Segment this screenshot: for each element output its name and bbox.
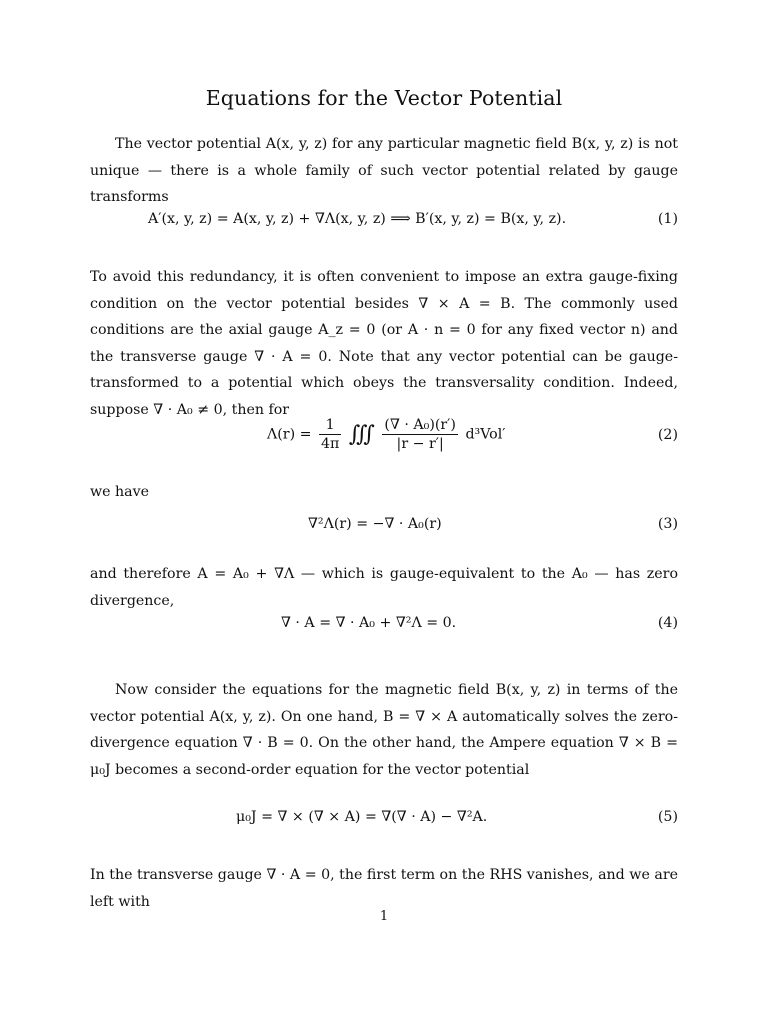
equation-2-number: (2) (657, 427, 678, 443)
equation-2-lhs: Λ(r) = (267, 426, 312, 443)
paragraph-gauge-fixing: To avoid this redundancy, it is often convenient to impose an extra gauge-fixing condition on the vector potential besides ∇ × A = B. The commonly used conditions are the axial gauge A_z = 0 (or A · n = 0 for any fixed vector n) and the transverse gauge ∇ · A = 0. Note that any vector potential can be gauge-transformed to a potential which obeys the transversality condition. Indeed, suppose ∇ · A₀ ≠ 0, then for (90, 269, 678, 418)
equation-5 (90, 809, 678, 839)
paragraph-therefore: and therefore A = A₀ + ∇Λ — which is gauge-equivalent to the A₀ — has zero divergence, (90, 566, 678, 609)
equation-1-number: (1) (657, 211, 678, 227)
paragraph-transverse-gauge: In the transverse gauge ∇ · A = 0, the first term on the RHS vanishes, and we are left with (90, 867, 678, 910)
fraction-1-denominator: 4π (321, 436, 340, 452)
paragraph-magnetic-field: Now consider the equations for the magnetic field B(x, y, z) in terms of the vector potential A(x, y, z). On one hand, B = ∇ × A automatically solves the zero-divergence equation ∇ · B = 0. On the other hand, the Ampere equation ∇ × B = μ₀J becomes a second-order equation for the vector potential (90, 682, 678, 778)
paragraph-intro: The vector potential A(x, y, z) for any particular magnetic field B(x, y, z) is not unique — there is a whole family of such vector potential related by gauge transforms (90, 136, 678, 205)
equation-4-number: (4) (657, 615, 678, 631)
equation-2-fraction-2 (382, 416, 458, 453)
fraction-1-numerator: 1 (325, 417, 335, 433)
equation-3 (90, 516, 678, 546)
page-number: 1 (379, 909, 389, 924)
triple-integral-symbol: ∭ (348, 422, 375, 447)
document-title: Equations for the Vector Potential (205, 86, 563, 110)
equation-4-body: ∇ · A = ∇ · A₀ + ∇²Λ = 0. (281, 615, 457, 631)
equation-2 (90, 413, 678, 465)
equation-1 (90, 211, 678, 241)
equation-2-body (267, 416, 505, 453)
equation-3-number: (3) (657, 516, 678, 532)
equation-4 (90, 615, 678, 645)
equation-2-volume-element: d³Vol′ (465, 426, 506, 443)
equation-5-body: μ₀J = ∇ × (∇ × A) = ∇(∇ · A) − ∇²A. (236, 809, 488, 825)
paragraph-we-have: we have (90, 484, 150, 500)
equation-2-fraction-1 (319, 416, 341, 453)
fraction-2-denominator: |r − r′| (382, 434, 458, 453)
equation-1-body: A′(x, y, z) = A(x, y, z) + ∇Λ(x, y, z) ⟹ B′(x, y, z) = B(x, y, z). (148, 211, 567, 227)
equation-5-number: (5) (657, 809, 678, 825)
fraction-2-numerator: (∇ · A₀)(r′) (384, 417, 456, 433)
equation-3-body: ∇²Λ(r) = −∇ · A₀(r) (308, 516, 442, 532)
